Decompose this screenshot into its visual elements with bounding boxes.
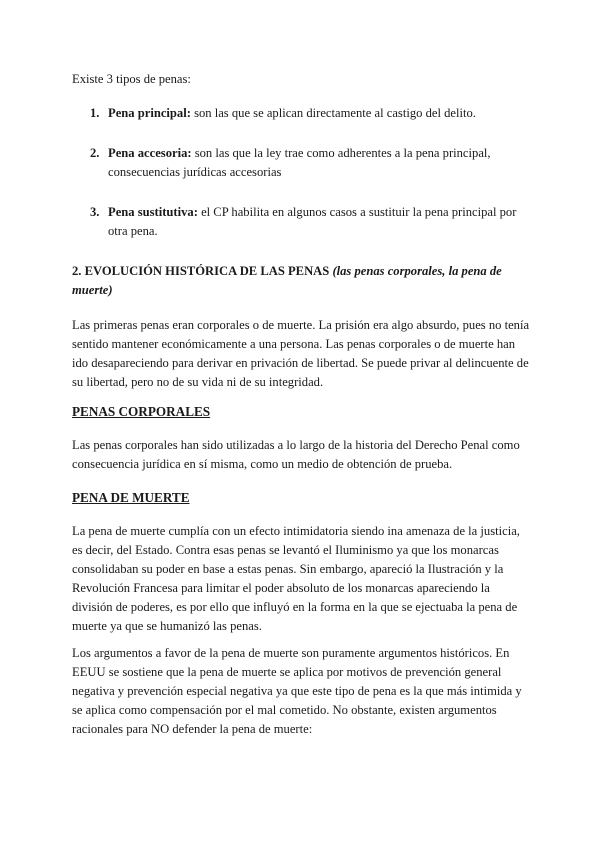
list-term: Pena sustitutiva: (108, 205, 198, 219)
list-number: 1. (90, 106, 100, 120)
muerte-paragraph-1: La pena de muerte cumplía con un efecto intimidatoria siendo ina amenaza de la justicia, es decir, del Estado. Contra esas penas se levantó el Iluminismo ya que los monarcas consolidaban su poder en base a estas penas. Sin embargo, apareció la Ilustración y la Revolución Francesa para limitar el poder absoluto de los monarcas apareciendo la división de poderes, es por ello que influyó en la forma en la que se ejectuaba la pena de muerte ya que se humanizó las penas. (72, 524, 520, 633)
muerte-heading: PENA DE MUERTE (72, 490, 190, 505)
list-item (72, 203, 532, 241)
list-term: Pena principal: (108, 106, 191, 120)
corporales-heading: PENAS CORPORALES (72, 404, 211, 419)
list-number: 3. (90, 205, 100, 219)
list-text: son las que la ley trae como adherentes a la pena principal, consecuencias jurídicas accesorias (108, 146, 491, 179)
list-text: el CP habilita en algunos casos a sustituir la pena principal por otra pena. (108, 205, 517, 238)
muerte-paragraph-2: Los argumentos a favor de la pena de muerte son puramente argumentos históricos. En EEUU se sostiene que la pena de muerte se aplica por motivos de prevención general negativa y prevención especial negativa ya que este tipo de pena es la que más intimida y se aplica como compensación por el mal cometido. No obstante, existen argumentos racionales para NO defender la pena de muerte: (72, 646, 522, 736)
corporales-paragraph: Las penas corporales han sido utilizadas a lo largo de la historia del Derecho Penal como consecuencia jurídica en sí misma, como un medio de obtención de prueba. (72, 438, 520, 471)
history-paragraph: Las primeras penas eran corporales o de muerte. La prisión era algo absurdo, pues no tenía sentido mantener económicamente a una persona. Las penas corporales o de muerte han ido desapareciendo para derivar en privación de libertad. Se puede privar al delincuente de su libertad, pero no de su vida ni de su integridad. (72, 318, 530, 389)
list-number: 2. (90, 146, 100, 160)
list-item (72, 144, 532, 182)
section-heading (72, 262, 532, 300)
list-item (72, 104, 532, 123)
list-term: Pena accesoria: (108, 146, 192, 160)
section-subtitle: (las penas corporales, la pena de muerte) (72, 264, 502, 297)
intro-text: Existe 3 tipos de penas: (72, 72, 191, 86)
penalty-types-list (72, 104, 532, 262)
section-title: 2. EVOLUCIÓN HISTÓRICA DE LAS PENAS (72, 264, 333, 278)
list-text: son las que se aplican directamente al castigo del delito. (190, 106, 476, 120)
